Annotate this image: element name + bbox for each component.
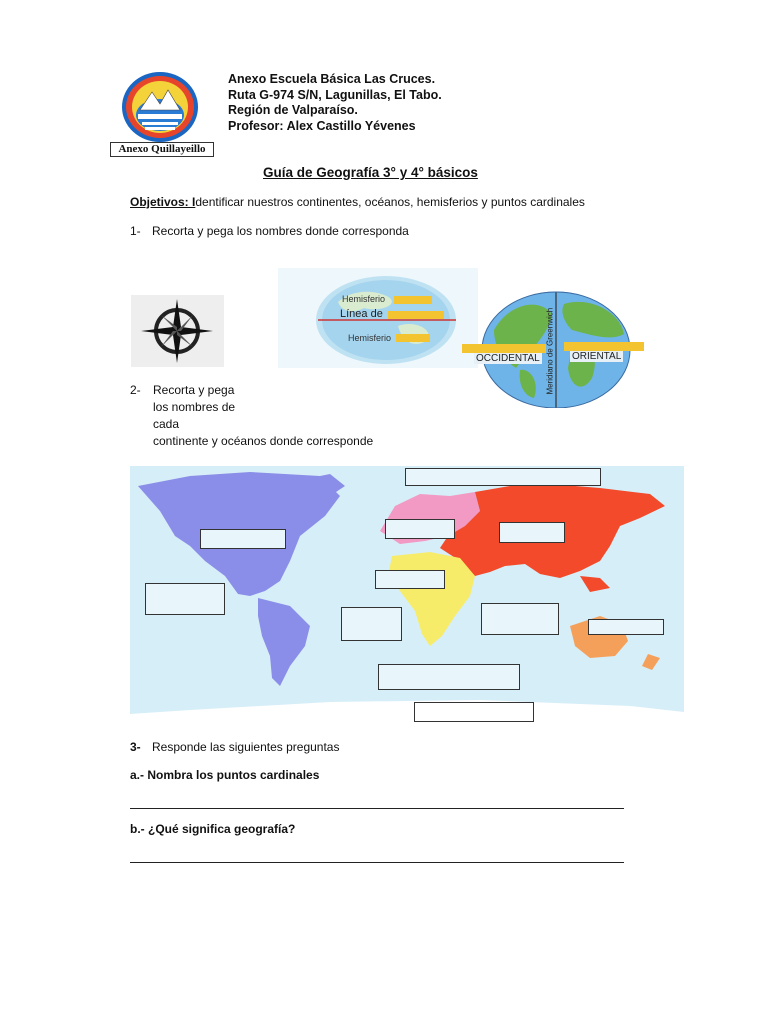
globe-hemisphere-bottom-text: Hemisferio — [348, 333, 392, 343]
question-3-number: 3- — [130, 740, 141, 754]
answer-line-b[interactable] — [130, 862, 624, 863]
header-teacher: Profesor: Alex Castillo Yévenes — [228, 118, 416, 133]
west-label-blank — [462, 344, 546, 353]
answer-line-a[interactable] — [130, 808, 624, 809]
globe-east-text: ORIENTAL — [572, 351, 622, 362]
question-1-number: 1- — [130, 224, 141, 238]
question-2 — [130, 382, 373, 450]
globe-equator-text: Línea de — [340, 308, 383, 320]
question-2-number: 2- — [130, 383, 141, 397]
compass-icon — [131, 295, 224, 367]
school-header — [228, 72, 442, 134]
label-box-asia[interactable] — [499, 522, 565, 543]
greenwich-meridian-text: Meridiano de Greenwich — [545, 307, 555, 395]
question-b: b.- ¿Qué significa geografía? — [130, 822, 296, 836]
world-map — [130, 466, 684, 724]
label-box-europe[interactable] — [385, 519, 455, 539]
objectives-label: Objetivos: I — [130, 195, 196, 209]
globe-west-text: OCCIDENTAL — [476, 353, 540, 364]
globe-hemisphere-top-text: Hemisferio — [342, 294, 386, 304]
label-box-oceania[interactable] — [588, 619, 664, 635]
label-box-pacific-ocean[interactable] — [145, 583, 225, 615]
question-1-text: Recorta y pega los nombres donde corresponda — [152, 224, 409, 238]
east-west-globe-image — [460, 290, 650, 408]
question-3 — [130, 740, 339, 754]
label-box-north-america[interactable] — [200, 529, 286, 549]
hemispheres-globe-image — [278, 268, 478, 368]
equator-label-blank — [388, 311, 444, 319]
question-3-text: Responde las siguientes preguntas — [152, 740, 340, 754]
label-box-arctic-ocean[interactable] — [405, 468, 601, 486]
label-box-africa[interactable] — [375, 570, 445, 589]
question-2-line-2: los nombres de — [153, 400, 236, 414]
label-box-southern-ocean[interactable] — [378, 664, 520, 690]
hemisphere-south-label-blank — [396, 334, 430, 342]
school-logo — [110, 70, 214, 160]
objectives — [130, 195, 585, 209]
compass-rose-image — [131, 295, 224, 367]
objectives-text: dentificar nuestros continentes, océanos, hemisferios y puntos cardinales — [195, 195, 585, 209]
question-2-line-1: Recorta y pega — [153, 383, 235, 397]
page-title: Guía de Geografía 3° y 4° básicos — [263, 165, 478, 180]
question-2-line-3: cada — [153, 417, 180, 431]
logo-caption: Anexo Quillayeillo — [110, 142, 214, 157]
question-a: a.- Nombra los puntos cardinales — [130, 768, 320, 782]
header-address: Ruta G-974 S/N, Lagunillas, El Tabo. — [228, 87, 442, 102]
label-box-indian-ocean[interactable] — [481, 603, 559, 635]
question-2-line-4: continente y océanos donde corresponde — [153, 434, 374, 448]
label-box-atlantic-ocean[interactable] — [341, 607, 402, 641]
header-school-name: Anexo Escuela Básica Las Cruces. — [228, 72, 436, 86]
header-region: Región de Valparaíso. — [228, 103, 358, 117]
east-label-blank — [564, 342, 644, 351]
hemisphere-north-label-blank — [394, 296, 432, 304]
label-box-antarctica[interactable] — [414, 702, 534, 722]
question-1 — [130, 224, 409, 238]
